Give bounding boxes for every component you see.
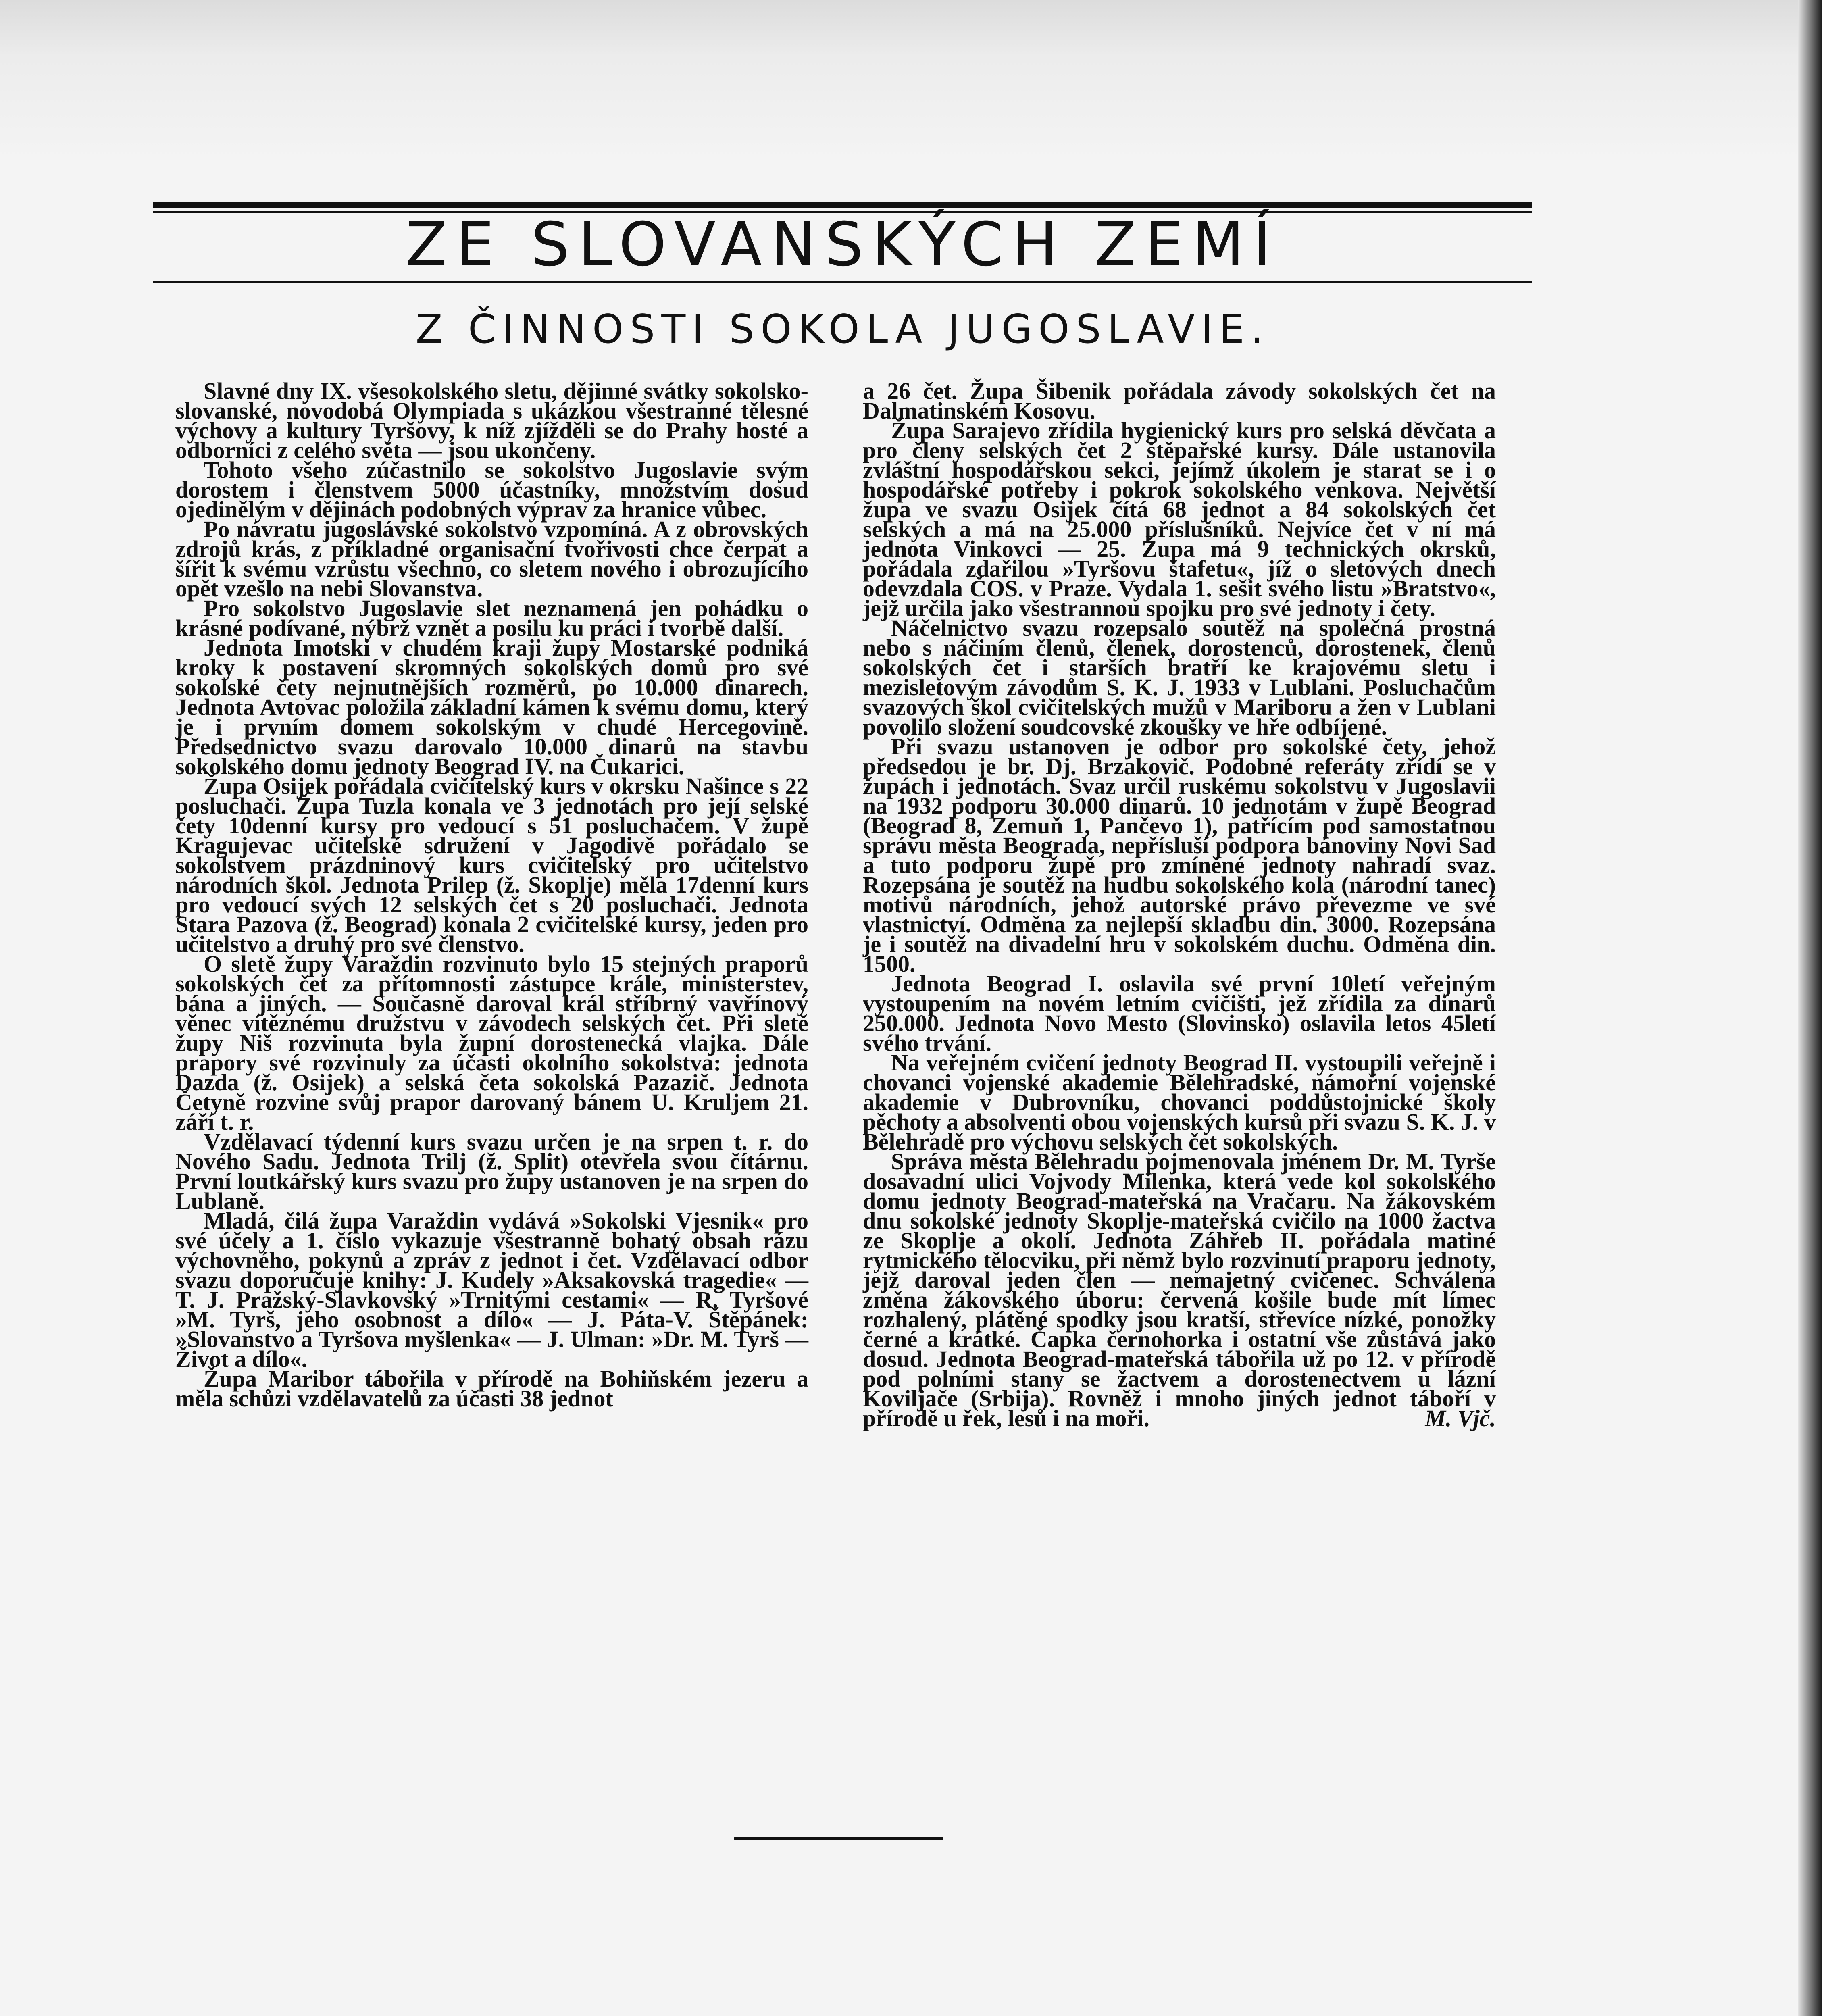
article-end-divider — [734, 1837, 943, 1840]
paragraph: Na veřejném cvičení jednoty Beograd II. vystoupili veřejně i chovanci vojenské akademie Bělehradské, námořní vojenské akademie v Dubrovníku, chovanci poddůstojnické školy pěchoty a absolventi obou vojenských kursů při svazu S. K. J. v Bělehradě pro výchovu selských čet sokolských. — [863, 1050, 1496, 1155]
paragraph: Správa města Bělehradu pojmenovala jménem Dr. M. Tyrše dosavadní ulici Vojvody Milenka, která vede kol sokolského domu jednoty Beograd-mateřská na Vračaru. Na žákovském dnu sokolské jednoty Skoplje-mateřská cvičilo na 1000 žactva ze Skoplje a okolí. Jednota Záhřeb II. pořádala matiné rytmického tělocviku, při němž bylo rozvinutí praporu jednoty, jejž daroval jeden člen — nemajetný cvičenec. Schválena změna žákovského úboru: červená košile bude mít límec rozhalený, plátěné spodky jsou kratší, střevíce nízké, ponožky černé a krátké. Čapka černohorka i ostatní vše zůstává jako dosud. Jednota Beograd-mateřská tábořila už po 12. v přírodě pod polními stany se žactvem a dorostenectvem u lázní Koviljače (Srbija). Rovněž i mnoho jiných jednot táboří v přírodě u řek, lesů i na moři. — [863, 1148, 1496, 1431]
paragraph: Náčelnictvo svazu rozepsalo soutěž na společná prostná nebo s náčiním členů, členek, dorostenců, dorostenek, členů sokolských čet i starších bratří ke krajovému sletu i mezisletovým závodům S. K. J. 1933 v Lublani. Posluchačům svazových škol cvičitelských mužů v Mariboru a žen v Lublani povolilo složení soudcovské zkoušky ve hře odbíjené. — [863, 615, 1496, 740]
paragraph: Slavné dny IX. všesokolského sletu, dějinné svátky sokolsko-slovanské, novodobá Olympiada s ukázkou všestranné tělesné výchovy a kultury Tyršovy, k níž zjížděli se do Prahy hosté a odborníci z celého světa — jsou ukončeny. — [175, 378, 808, 463]
page — [153, 0, 1544, 2016]
paragraph: Při svazu ustanoven je odbor pro sokolské čety, jehož předsedou je br. Dj. Brzakovič. Podobné referáty zřídí se v župách i jednotách. Svaz určil ruskému sokolstvu v Jugoslavii na 1932 podporu 30.000 dinarů. 10 jednotám v župě Beograd (Beograd 8, Zemuň 1, Pančevo 1), patřícím pod samostatnou správu města Beograda, nepřísluší podpora bánoviny Novi Sad a tuto podporu župě pro zmíněné jednoty nahradí svaz. Rozepsána je soutěž na hudbu sokolského kola (národní tanec) motivů národních, jehož autorské právo převezme ve své vlastnictví. Odměna za nejlepší skladbu din. 3000. Rozepsána je i soutěž na divadelní hru v sokolském duchu. Odměna din. 1500. — [863, 733, 1496, 977]
paragraph: Mladá, čilá župa Varaždin vydává »Sokolski Vjesnik« pro své účely a 1. číslo vykazuje všestranně bohatý obsah rázu výchovného, pokynů a zpráv z jednot i čet. Vzdělavací odbor svazu doporučuje knihy: J. Kudely »Aksakovská tragedie« — T. J. Pražský-Slavkovský »Trnitými cestami« — R. Tyršové »M. Tyrš, jeho osobnost a dílo« — J. Páta-V. Štěpánek: »Slovanstvo a Tyršova myšlenka« — J. Ulman: »Dr. M. Tyrš — Život a dílo«. — [175, 1208, 808, 1372]
paragraph: Jednota Imotski v chudém kraji župy Mostarské podniká kroky k postavení skromných sokolských domů pro své sokolské čety nejnutnějších rozměrů, po 10.000 dinarech. Jednota Avtovac položila základní kámen k svému domu, který je i prvním domem sokolským v chudé Hercegovině. Předsednictvo svazu darovalo 10.000 dinarů na stavbu sokolského domu jednoty Beograd IV. na Čukarici. — [175, 635, 808, 779]
header-rule-bottom — [153, 281, 1532, 283]
paragraph: Župa Sarajevo zřídila hygienický kurs pro selská děvčata a pro členy selských čet 2 štěpařské kursy. Dále ustanovila zvláštní hospodářskou sekci, jejímž úkolem je starat se i o hospodářské potřeby i pokrok sokolského venkova. Největší župa ve svazu Osijek čítá 68 jednot a 84 sokolských čet selských a má na 25.000 příslušníků. Nejvíce čet v ní má jednota Vinkovci — 25. Župa má 9 technických okrsků, pořádala zdařilou »Tyršovu štafetu«, jíž o sletových dnech odevzdala ČOS. v Praze. Vydala 1. sešit svého listu »Bratstvo«, jejž určila jako všestrannou spojku pro své jednoty i čety. — [863, 417, 1496, 621]
section-title: ZE SLOVANSKÝCH ZEMÍ — [406, 210, 1280, 280]
right-column — [863, 378, 1496, 1431]
paragraph-with-signature — [863, 1148, 1496, 1431]
paragraph: Tohoto všeho zúčastnilo se sokolstvo Jugoslavie svým dorostem i členstvem 5000 účastníky, množstvím dosud ojedinělým v dějinách podobných výprav za hranice vůbec. — [175, 457, 808, 523]
header-rule-top — [153, 202, 1532, 208]
scan-edge — [1798, 0, 1822, 2016]
paragraph: Pro sokolstvo Jugoslavie slet neznamená jen pohádku o krásné podívané, nýbrž vznět a posilu ku práci i tvorbě další. — [175, 595, 808, 641]
paragraph: Jednota Beograd I. oslavila své první 10letí veřejným vystoupením na novém letním cvičišti, jež zřídila za dinarů 250.000. Jednota Novo Mesto (Slovinsko) oslavila letos 45letí svého trvání. — [863, 971, 1496, 1056]
paragraph: Župa Osijek pořádala cvičitelský kurs v okrsku Našince s 22 posluchači. Župa Tuzla konala ve 3 jednotách pro její selské čety 10denní kursy pro vedoucí s 51 posluchačem. V župě Kragujevac učitelské sdružení v Jagodivě pořádalo se sokolstvem prázdninový kurs cvičitelský pro učitelstvo národních škol. Jednota Prilep (ž. Skoplje) měla 17denní kurs pro vedoucí svých 12 selských čet s 20 posluchači. Jednota Stara Pazova (ž. Beograd) konala 2 cvičitelské kursy, jeden pro učitelstvo a druhý pro své členstvo. — [175, 773, 808, 957]
author-signature: M. Vjč. — [1425, 1405, 1496, 1431]
left-column — [175, 378, 808, 1412]
article-title: Z ČINNOSTI SOKOLA JUGOSLAVIE. — [415, 306, 1270, 352]
paragraph: Župa Maribor tábořila v přírodě na Bohiňském jezeru a měla schůzi vzdělavatelů za účasti 38 jednot — [175, 1366, 808, 1412]
paragraph: O sletě župy Varaždin rozvinuto bylo 15 stejných praporů sokolských čet za přítomnosti zástupce krále, ministerstev, bána a jiných. — Současně daroval král stříbrný vavřínový věnec vítěznému družstvu v závodech selských čet. Při sletě župy Niš rozvinuta byla župní dorostenecká vlajka. Dále prapory své rozvinuly za účasti okolního sokolstva: jednota Dazda (ž. Osijek) a selská četa sokolská Pazazič. Jednota Četyně rozvine svůj prapor darovaný bánem U. Kruljem 21. září t. r. — [175, 951, 808, 1135]
paragraph: Vzdělavací týdenní kurs svazu určen je na srpen t. r. do Nového Sadu. Jednota Trilj (ž. Split) otevřela svou čítárnu. První loutkářský kurs svazu pro župy ustanoven je na srpen do Lublaně. — [175, 1129, 808, 1214]
paragraph: a 26 čet. Župa Šibenik pořádala závody sokolských čet na Dalmatinském Kosovu. — [863, 378, 1496, 424]
paragraph: Po návratu jugoslávské sokolstvo vzpomíná. A z obrovských zdrojů krás, z příkladné organisační tvořivosti chce čerpat a šířit k svému vzrůstu všechno, co sletem nového i obrozujícího opět vzešlo na nebi Slovanstva. — [175, 516, 808, 602]
